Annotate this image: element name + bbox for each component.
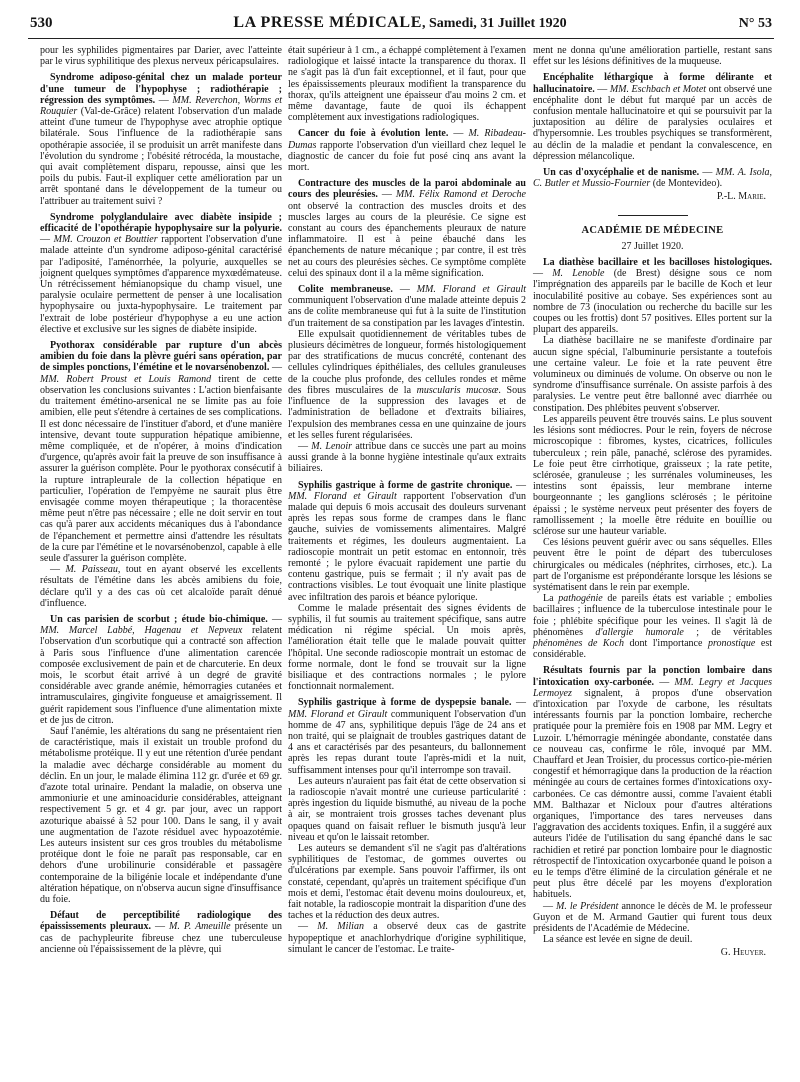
- article-paragraph: [40, 614, 282, 726]
- issue-number: N° 53: [738, 16, 772, 31]
- article-paragraph: [533, 934, 772, 945]
- masthead: [28, 14, 772, 32]
- body-text: (de Montevideo).: [650, 178, 723, 190]
- body-text: Les auteurs n'auraient pas fait état de cette observation si la radioscopie n'avait montré une curieuse particularité : après ingestion du liquide bismuthé, au niveau de la poche à air, se montraient trois grosses taches devenant plus opaques quand on faisait refluer le bismuth jusqu'à leur niveau et qu'on le laissait retomber.: [288, 775, 526, 843]
- article-paragraph: [40, 340, 282, 564]
- body-text: signalent, à propos d'une observation d'intoxication par l'oxyde de carbone, les résultats intéressants fournis par la ponction lombaire, recherche pratiquée pour la première fois en 1908 par MM. Legry et Luzoir. L'hémorragie méningée abondante, constatée dans ce nouveau cas, confirme le rôle, invoqué par MM. Chauffard et Jean Troisier, du processus cortico-pie-mérien congestif et hémorragique dans la production de la réaction méningée au cours de certaines formes d'intoxications oxy-carbonées. Ce cas démontre aussi, comme l'avaient établi MM. Balthazar et Nicloux pour d'autres altérations organiques, l'importance des tares nerveuses dans l'aggravation des accidents toxiques. Enfin, il a suggéré aux auteurs l'idée de l'utilisation du sang épanché dans le sac rachidien et retiré par ponction lombaire pour le diagnostic rétrospectif de l'intoxication oxycarbonée quand le poison a eu le temps d'être éliminé de la circulation générale et ne peut plus être décelé par les moyens d'exploration habituels.: [533, 687, 772, 901]
- article-paragraph: [533, 335, 772, 413]
- italic-text: MM. Florand et Girault: [288, 708, 388, 720]
- italic-text: d'allergie humorale: [595, 626, 684, 638]
- section-title: ACADÉMIE DE MÉDECINE: [581, 224, 724, 236]
- body-text: Les appareils peuvent être trouvés sains. Le plus souvent les lésions sont médiocres. Pour le rein, foyers de nécrose microscopique : fibromes, kystes, cicatrices, follicules tuberculeux ; rein pâle, panaché, sclérose des pyramides. Le foie peut être cirrhotique, graisseux ; la rate petite, sclérosée, granuleuse ; les surrénales volumineuses, les intestins sont épaissis, leur membrane interne bourgeonnante ; les ganglions sclérosés ; le péritoine épaissi ; le système nerveux peut présenter des foyers de ramollissement ; la moelle être réduite en bouillie ou sclérose sur une hauteur variable.: [533, 413, 772, 537]
- body-text: Les auteurs se demandent s'il ne s'agit pas d'altérations syphilitiques de l'estomac, de gommes ouvertes ou d'ulcérations par exemple. Sans pouvoir l'affirmer, ils ont constaté, cependant, qu'après un traitement spécifique d'un mois et demi, l'estomac était devenu moins douloureux, et, fait notable, la radioscopie montrait la disparition d'une des taches et la réduction des deux autres.: [288, 843, 526, 922]
- article-heading: Cancer du foie à évolution lente.: [298, 128, 449, 140]
- article-heading: Encéphalite léthargique à forme délirante et hallucinatoire.: [533, 72, 772, 95]
- section-block: [533, 215, 772, 236]
- body-text: relatent l'observation d'un scorbutique qui a contracté son affection à Paris sous l'influence d'une alimentation carencée composée exclusivement de pain et de charcuterie. En deux mois, le scorbut était arrivé à un degré de gravité considérable avec grande anémie, hémorragies cutanées et intramusculaires, gingivite fongueuse et amaigrissement. Il guérit rapidement sous l'influence d'une alimentation mixte et de jus de citron.: [40, 625, 283, 726]
- article-heading: Contracture des muscles de la paroi abdominale au cours des pleurésies.: [288, 178, 526, 201]
- body-text: —: [298, 921, 318, 933]
- italic-text: MM. Marcel Labbé, Hagenau et Nepveux: [40, 625, 243, 637]
- article-paragraph: [533, 593, 772, 660]
- page-header: [28, 10, 772, 36]
- body-text: La diathèse bacillaire ne se manifeste d'ordinaire par aucun signe spécial, l'albuminurie persistante a toutefois une certaine valeur. Le foie et la rate peuvent être volumineux ou diminués de volume. On observe ou non le syndrome d'insuffisance surrénale. On assiste parfois à des paralysies. Le ventre peut être ballonné avec diarrhée ou constipation. Des phlébites peuvent s'observer.: [533, 335, 772, 414]
- column-1: [40, 45, 282, 955]
- italic-text: MM. Crouzon et Bouttier: [53, 234, 158, 246]
- body-text: ment ne donna qu'une amélioration partielle, restant sans effet sur les lésions définitives de la muqueuse.: [533, 45, 772, 68]
- article-paragraph: [533, 901, 772, 935]
- body-text: rapporte l'observation d'un vieillard chez lequel le diagnostic de cancer du foie fut posé cinq ans avant la mort.: [288, 139, 526, 174]
- article-paragraph: [533, 257, 772, 335]
- body-text: —: [298, 440, 312, 452]
- section-rule: [618, 215, 688, 216]
- body-text: rapportent l'observation d'une malade atteinte d'un syndrome adiposo-génital caractérisé par l'adiposité, l'aménorrhée, la polyurie, auxquelles se joignent quelques symptômes d'apparence myxœdémateuse. Un rétrécissement hémianopsique du champ visuel, une paralysie oculaire permettent de penser à une localisation hypophysaire ou juxta-hypophysaire. Le traitement par l'extrait de lobe postérieur d'hypophyse a eu une action élective et exclusive sur les signes de diabète insipide.: [40, 234, 283, 335]
- body-text: (de Brest) désigne sous ce nom l'imprégnation des appareils par le bacille de Koch et leur inoculabilité positive au cobaye. Ses expériences sont au nombre de 73 (inoculation ou recherche du bacille sur les coupes ou les frottis) dont 57 positives. Elles portent sur la plupart des appareils.: [533, 268, 772, 336]
- article-paragraph: [40, 564, 282, 609]
- session-date: 27 Juillet 1920.: [621, 240, 684, 252]
- article-paragraph: [288, 843, 526, 921]
- italic-text: M. Lenoir: [311, 440, 353, 452]
- body-text: attribue dans ce succès une part au moins aussi grande à la bonne hygiène intestinale qu'aux extraits biliaires.: [288, 440, 526, 475]
- italic-text: MM. A. Isola, C. Butler et Mussio-Fournier: [533, 167, 773, 190]
- continued-paragraph: [40, 45, 282, 67]
- italic-text: MM. Florand et Girault: [288, 490, 397, 502]
- italic-text: phénomènes de Koch: [533, 637, 625, 649]
- body-text: , tout en ayant observé les excellents résultats de l'émétine dans les abcès amibiens du foie, déclare qu'il y a des cas où cet alcaloïde paraît dénué d'influence.: [40, 564, 282, 609]
- italic-text: M. Lenoble: [552, 268, 605, 280]
- article-heading: La diathèse bacillaire et les bacilloses histologiques.: [543, 257, 772, 269]
- article-paragraph: [288, 921, 526, 955]
- italic-text: pathogénie: [558, 593, 603, 605]
- article-paragraph: [533, 537, 772, 593]
- article-heading: Syndrome adiposo-génital chez un malade porteur d'une tumeur de l'hypophyse ; radiothérapie ; régression des symptômes.: [40, 72, 282, 106]
- article-paragraph: [288, 178, 526, 279]
- article-paragraph: [288, 697, 526, 775]
- body-text: Sauf l'anémie, les altérations du sang ne présentaient rien de caractéristique, mais il existait un trouble profond du métabolisme protéique. Il y eut une rétention d'urée pendant la maladie avec décharge considérable au moment du déclin. En un jour, le malade élimina 112 gr. d'urée et 69 gr. d'azote total urinaire. Pendant la maladie, on observa une ammoniurie et une aminoacidurie considérables, atteignant respectivement 5 gr. et 4 gr. par jour, avec un rapport azoturique abaissé à 52 pour 100. Dans le sang, il y avait une augmentation de l'azote résiduel avec hypoazotémie. Les auteurs insistent sur ces gros troubles du métabolisme protéique dont le foie ne paraît pas responsable, car en dehors d'une urobilinurie considérable et passagère contemporaine de la biligénie locale et indépendante d'une altération hépatique, on n'observa aucun signe d'insuffisance du foie.: [40, 725, 282, 906]
- body-text: communiquent l'observation d'une malade atteinte depuis 2 ans de colite membraneuse qui fut à la suite de l'institution d'un traitement de sa constipation par les lavages d'intestin.: [288, 295, 526, 329]
- body-text: communiquent l'observation d'un homme de 47 ans, syphilitique depuis l'âge de 24 ans et non traité, qui se plaignait de troubles gastriques datant de 4 ans et caractérisés par des pesanteurs, du ballonnement après les repas durant toute l'après-midi et la nuit, suffisamment intenses pour qu'il interrompe son travail.: [288, 708, 527, 776]
- body-text: pour les syphilides pigmentaires par Darier, avec l'atteinte par le virus syphilitique des plexus nerveux péricapsulaires.: [40, 45, 282, 68]
- body-text: —: [543, 900, 557, 912]
- body-text: rapportent l'observation d'un malade qui depuis 6 mois accusait des douleurs survenant après les repas sous forme de crampes dans le flanc gauche, suivies de vomissements alimentaires. Malgré traitements et régimes, les douleurs augmentaient. La radioscopie montrait un petit estomac en entonnoir, très remonté ; le pylore évacuait rapidement une partie du contenu gastrique, puis se fermait ; il n'y avait pas de contractions visibles. Le tout évoquait une linite plastique avec infiltration des parois et béance pylorique.: [288, 490, 526, 603]
- body-text: —: [40, 234, 54, 246]
- italic-text: MM. Robert Proust et Louis Ramond: [40, 373, 212, 385]
- body-text: —: [269, 362, 282, 374]
- issue-dateline: , Samedi, 31 Juillet 1920: [421, 16, 567, 31]
- italic-text: M. Milian: [317, 921, 364, 933]
- italic-text: pronostique: [707, 637, 756, 649]
- article-heading: Syndrome polyglandulaire avec diabète insipide ; efficacité de l'opothérapie hypophysaire sur la polyurie.: [40, 211, 282, 235]
- author-signature: G. Heuyer.: [720, 947, 766, 959]
- body-text: —: [377, 189, 396, 201]
- article-paragraph: [533, 665, 772, 900]
- body-text: —: [533, 268, 553, 280]
- body-text: —: [392, 284, 417, 296]
- article-paragraph: [288, 284, 526, 329]
- body-text: La séance est levée en signe de deuil.: [543, 934, 693, 946]
- article-heading: Syphilis gastrique à forme de gastrite chronique.: [298, 479, 513, 491]
- body-text: —: [155, 94, 173, 106]
- article-paragraph: [288, 603, 526, 693]
- italic-text: M. le Président: [556, 900, 619, 912]
- body-text: —: [654, 676, 675, 688]
- article-heading: Un cas d'oxycéphalie et de nanisme.: [543, 167, 700, 179]
- body-text: —: [699, 167, 716, 179]
- body-text: —: [50, 564, 66, 576]
- body-text: annonce le décès de M. le professeur Guyon et de M. Armand Gautier qui furent tous deux présidents de l'Académie de Médecine.: [533, 900, 773, 935]
- article-heading: Résultats fournis par la ponction lombaire dans l'intoxication oxy-carbonée.: [533, 665, 772, 688]
- italic-text: M. P. Ameuille: [169, 921, 231, 933]
- italic-text: MM. Reverchon, Worms et Rouquier: [40, 94, 283, 118]
- column-3: [533, 45, 772, 959]
- continued-paragraph: [533, 45, 772, 67]
- italic-text: MM. Eschbach et Motet: [609, 83, 707, 95]
- body-text: —: [594, 83, 610, 95]
- article-paragraph: [40, 726, 282, 905]
- article-paragraph: [533, 167, 772, 189]
- body-text: —: [512, 479, 526, 491]
- body-text: Elle expulsait quotidiennement de véritables tubes de plusieurs décimètres de longueur, formés histologiquement par des stratifications de mucus concrété, contenant des cellules cylindriques épithéliales, des cellules granuleuses de la couche plus profonde, des cellules rondes et même des fibres musculaires de la: [288, 328, 526, 396]
- body-text: —: [448, 128, 469, 140]
- body-text: tirent de cette observation les conclusions suivantes : L'action bienfaisante du traitement émétino-arsenical ne se limite pas au foie amibien, elle peut s'étendre à certaines de ses complications. Il est donc nécessaire de l'instituer d'abord, et d'une manière intensive, devant toute suppuration hépatique amibienne, même compliquée, et de n'opérer, à moins d'indication d'urgence, qu'après avoir fait la preuve de son insuffisance à assurer la guérison complète. Pour le pyothorax consécutif à la rupture intrapleurale de la collection hépatique en particulier, l'opération de l'empyème ne saurait plus être envisagée comme moyen thérapeutique ; la thoracentèse même peut n'être pas nécessaire ; elle ne doit servir en tout cas qu'à parer aux accidents mécaniques dus à l'abondance de l'épanchement et permettre ainsi d'attendre les résultats de la cure par l'émétine et le novarsénobenzol, capable à elle seule d'assurer la guérison complète.: [40, 373, 282, 564]
- body-text: ont observé une encéphalite dont le début fut marqué par un accès de confusion mentale hallucinatoire et qui se poursuivit par la juxtaposition au délire de paralysies oculaires et d'hypersomnie. Les troubles psychiques se transformèrent, au déclin de la maladie et pendant la convalescence, en dépression mélancolique.: [533, 83, 772, 162]
- article-paragraph: [288, 441, 526, 475]
- body-text: est considérable.: [533, 637, 773, 661]
- body-text: —: [511, 697, 526, 709]
- body-text: Ces lésions peuvent guérir avec ou sans séquelles. Elles peuvent être le point de départ des tuberculoses chirurgicales ou médicales (néphrites, cirrhoses, etc.). La part de l'organisme est prépondérante lorsque les lésions se systématisent dans le rein par exemple.: [533, 537, 772, 593]
- body-text: a observé deux cas de gastrite hypopeptique et anachlorhydrique d'origine syphilitique, simulant le cancer de l'estomac. Le traite-: [288, 921, 526, 955]
- article-paragraph: [40, 212, 282, 335]
- article-heading: Colite membraneuse.: [298, 284, 393, 296]
- body-text: —: [267, 613, 283, 625]
- article-paragraph: [533, 414, 772, 537]
- article-paragraph: [288, 128, 526, 173]
- article-heading: Pyothorax considérable par rupture d'un abcès amibien du foie dans la plèvre guéri sans opération, par de simples ponctions, l'émétine et le novarsénobenzol.: [40, 340, 282, 374]
- author-signature: P.-L. Marie.: [716, 191, 766, 203]
- header-rule: [28, 38, 774, 39]
- article-heading: Un cas parisien de scorbut ; étude bio-chimique.: [50, 613, 268, 625]
- body-text: La: [543, 593, 559, 605]
- page-number: 530: [30, 15, 53, 31]
- body-text: présente un cas de pachypleurite fibreuse chez une tuberculeuse ancienne où l'épaississement de la plèvre, qui: [40, 921, 282, 955]
- article-paragraph: [533, 72, 772, 162]
- body-text: ont observé la contraction des muscles droits et des muscles larges au cours de la pleurésie. Ce signe est constant au cours des épanchements pleuraux de nature inflammatoire. Il est à peine ébauché dans les épanchements de nature mécanique ; par contre, il est très net au cours des pleurésies sèches. Ce symptôme complète celui des spinaux dont il a la même signification.: [288, 200, 526, 279]
- article-heading: Syphilis gastrique à forme de dyspepsie banale.: [298, 697, 512, 709]
- italic-text: M. Paisseau: [65, 564, 118, 576]
- italic-text: MM. Florand et Girault: [416, 284, 526, 296]
- column-2: [288, 45, 526, 955]
- article-paragraph: [288, 776, 526, 843]
- article-paragraph: [40, 910, 282, 955]
- article-paragraph: [288, 480, 526, 603]
- body-text: —: [150, 921, 170, 933]
- italic-text: M. Ribadeau-Dumas: [288, 128, 526, 151]
- body-text: ; de véritables: [683, 626, 772, 638]
- body-text: dont l'importance: [624, 637, 708, 649]
- body-text: . Sous l'influence de la suppression des lavages et de l'administration de belladone et d'extraits biliaires, l'expulsion des membranes cessa en une quinzaine de jours et les selles furent régularisées.: [288, 384, 526, 441]
- body-text: (Val-de-Grâce) relatent l'observation d'un malade atteint d'une tumeur de l'hypophyse avec atrophie optique bilatérale. Sous l'influence de la radiothérapie sans opothérapie associée, il se produisit un arrêt manifeste dans l'évolution du syndrome ; l'obésité rétrocéda, la moustache, qui avait complètement disparu, repousse, ainsi que les poils du pubis. Faut-il expliquer cette amélioration par un arrêt spontané dans le développement de la tumeur ou l'attribuer au traitement suivi ?: [40, 106, 282, 207]
- italic-text: muscularis mucosæ: [416, 384, 499, 396]
- body-text: de pareils états est variable ; embolies bacillaires ; influence de la tuberculose intestinale pour le foie ; phlébite spécifique pour les veines. Il s'agit là de phénomènes: [533, 593, 772, 638]
- body-text: était supérieur à 1 cm., a échappé complètement à l'examen radiologique et laissé intacte la transparence du thorax. Il ne s'agit pas là d'un fait exceptionnel, et il faut, pour que les épaississements pleuraux modifient la transparence du thorax, qu'ils atteignent une épaisseur d'au moins 2 cm. et même davantage, faute de quoi ils échappent complètement aux investigations radiologiques.: [288, 45, 526, 124]
- italic-text: MM. Félix Ramond et Deroche: [395, 189, 526, 201]
- continued-paragraph: [288, 45, 526, 123]
- article-paragraph: [288, 329, 526, 441]
- italic-text: MM. Legry et Jacques Lermoyez: [533, 676, 772, 699]
- article-heading: Défaut de perceptibilité radiologique des épaississements pleuraux.: [40, 910, 282, 933]
- body-text: Comme le malade présentait des signes évidents de syphilis, il fut soumis au traitement spécifique, sans autre médication ni régime spécial. Un mois après, l'amélioration était telle que le malade pouvait quitter l'hôpital. Une seconde radioscopie montrait un estomac de forme normale, dont le fond se trouvait sur la ligne bisiliaque et des contractions normales ; le pylore fonctionnait normalement.: [288, 602, 526, 693]
- article-paragraph: [40, 72, 282, 206]
- journal-title: LA PRESSE MÉDICALE: [233, 14, 422, 31]
